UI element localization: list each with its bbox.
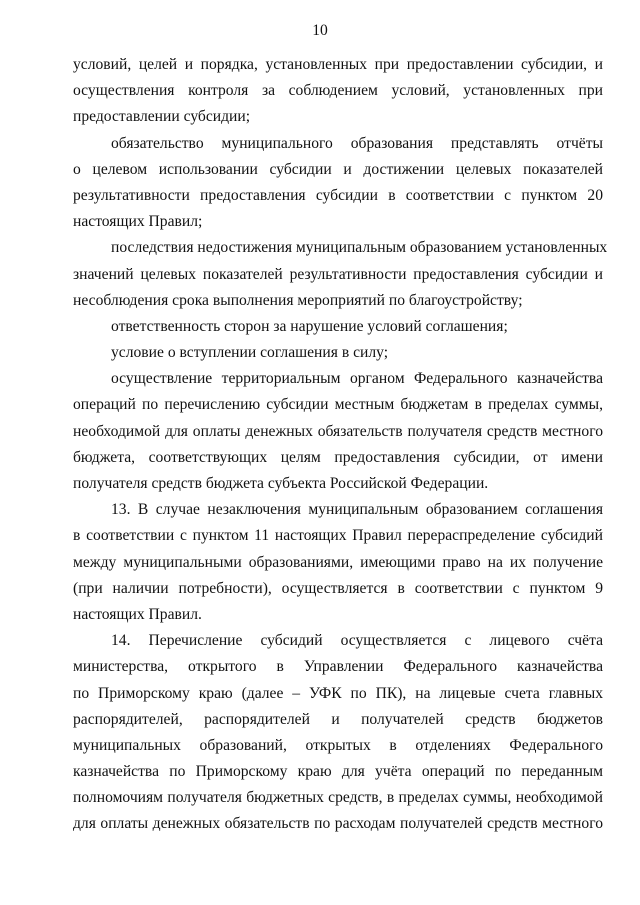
text-line: 14. Перечисление субсидий осуществляется с лицевого счёта xyxy=(111,632,603,650)
text-line: о целевом использовании субсидии и достижении целевых показателей xyxy=(73,160,603,178)
text-line: необходимой для оплаты денежных обязательств получателя средств местного xyxy=(73,422,603,440)
paragraph-entry-into-force xyxy=(73,340,603,366)
document-body xyxy=(73,52,608,838)
paragraph-consequences xyxy=(73,235,608,314)
text-line: обязательство муниципального образования представлять отчёты xyxy=(111,134,603,152)
text-line: в соответствии с пунктом 11 настоящих Правил перераспределение субсидий xyxy=(73,527,603,545)
text-line: осуществления контроля за соблюдением условий, установленных при xyxy=(73,82,603,100)
text-line: по Приморскому краю (далее – УФК по ПК), на лицевые счета главных xyxy=(73,684,603,702)
text-line: значений целевых показателей результативности предоставления субсидии и xyxy=(73,265,603,283)
text-line: полномочиям получателя бюджетных средств, в пределах суммы, необходимой xyxy=(73,789,603,807)
text-line: настоящих Правил; xyxy=(73,213,203,231)
text-line: министерства, открытого в Управлении Федерального казначейства xyxy=(73,658,603,676)
text-line: получателя средств бюджета субъекта Российской Федерации. xyxy=(73,475,489,492)
text-line: 13. В случае незаключения муниципальным образованием соглашения xyxy=(111,501,603,519)
text-line: несоблюдения срока выполнения мероприятий по благоустройству; xyxy=(73,291,523,309)
text-line: муниципальных образований, открытых в отделениях Федерального xyxy=(73,736,603,754)
text-line: для оплаты денежных обязательств по расходам получателей средств местного xyxy=(73,815,603,833)
text-line: (при наличии потребности), осуществляется в соответствии с пунктом 9 xyxy=(73,579,603,597)
text-line: настоящих Правил. xyxy=(73,605,202,623)
text-line: условие о вступлении соглашения в силу; xyxy=(111,344,389,362)
text-line: условий, целей и порядка, установленных при предоставлении субсидии, и xyxy=(73,56,603,73)
text-line: казначейства по Приморскому краю для учёта операций по переданным xyxy=(73,763,603,781)
text-line: бюджета, соответствующих целям предоставления субсидии, от имени xyxy=(73,448,603,466)
text-line: последствия недостижения муниципальным образованием установленных xyxy=(111,239,608,257)
paragraph-responsibility xyxy=(73,314,603,340)
paragraph-section-13 xyxy=(73,497,603,628)
text-line: результативности предоставления субсидии в соответствии с пунктом 20 xyxy=(73,186,603,204)
text-line: операций по перечислению субсидии местным бюджетам в пределах суммы, xyxy=(73,396,603,414)
text-line: ответственность сторон за нарушение условий соглашения; xyxy=(111,317,508,335)
paragraph-conditions-control xyxy=(73,52,603,131)
paragraph-reporting-obligation xyxy=(73,131,603,236)
text-line: предоставлении субсидии; xyxy=(73,108,251,126)
text-line: распорядителей, распорядителей и получателей средств бюджетов xyxy=(73,710,603,728)
text-line: осуществление территориальным органом Федерального казначейства xyxy=(111,370,603,388)
paragraph-section-14 xyxy=(73,628,603,838)
text-line: между муниципальными образованиями, имеющими право на их получение xyxy=(73,553,603,571)
paragraph-treasury-operations xyxy=(73,366,603,497)
page-number: 10 xyxy=(312,22,328,39)
